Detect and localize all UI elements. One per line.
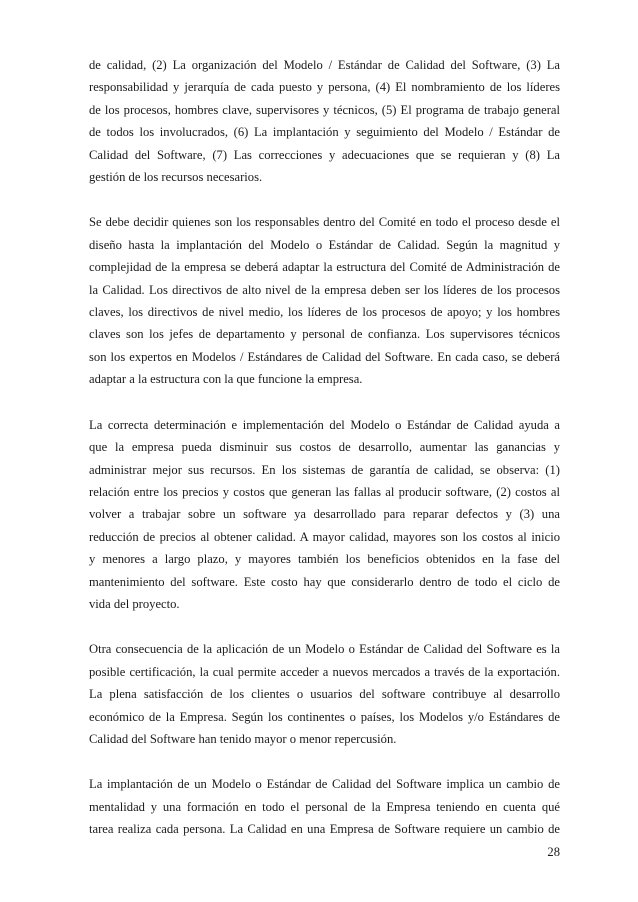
text-line: posible certificación, la cual permite acceder a nuevos mercados a través de la exportación.	[89, 664, 560, 679]
text-line: la Calidad. Los directivos de alto nivel de la empresa deben ser los líderes de los procesos	[89, 282, 560, 297]
text-line: claves, los directivos de nivel medio, los líderes de los procesos de apoyo; y los hombres	[89, 305, 560, 320]
text-line: La plena satisfacción de los clientes o usuarios del software contribuye al desarrollo	[89, 687, 560, 702]
text-line: responsabilidad y jerarquía de cada puesto y persona, (4) El nombramiento de los líderes	[89, 80, 560, 95]
text-line: Otra consecuencia de la aplicación de un Modelo o Estándar de Calidad del Software es la	[89, 642, 560, 657]
paragraph-2	[89, 211, 560, 390]
text-line: tarea realiza cada persona. La Calidad en una Empresa de Software requiere un cambio de	[89, 822, 560, 837]
text-line: La correcta determinación e implementación del Modelo o Estándar de Calidad ayuda a	[89, 417, 560, 432]
text-line: claves son los jefes de departamento y personal de confianza. Los supervisores técnicos	[89, 327, 560, 342]
text-line: gestión de los recursos necesarios.	[89, 170, 263, 185]
paragraph-4	[89, 638, 560, 750]
text-line: diseño hasta la implantación del Modelo o Estándar de Calidad. Según la magnitud y	[89, 237, 560, 252]
text-line: administrar mejor sus recursos. En los sistemas de garantía de calidad, se observa: (1)	[89, 462, 560, 477]
text-line: vida del proyecto.	[89, 596, 180, 611]
text-line: Se debe decidir quienes son los responsables dentro del Comité en todo el proceso desde el	[89, 215, 560, 230]
text-line: económico de la Empresa. Según los continentes o países, los Modelos y/o Estándares de	[89, 709, 560, 724]
paragraph-3	[89, 414, 560, 616]
text-line: que la empresa pueda disminuir sus costos de desarrollo, aumentar las ganancias y	[89, 440, 560, 455]
text-line: de los procesos, hombres clave, supervisores y técnicos, (5) El programa de trabajo general	[89, 102, 560, 117]
text-line: volver a trabajar sobre un software ya desarrollado para reparar defectos y (3) una	[89, 507, 560, 522]
paragraph-5	[89, 773, 560, 840]
text-line: Calidad del Software han tenido mayor o menor repercusión.	[89, 731, 397, 746]
page-number: 28	[547, 845, 560, 859]
text-line: de todos los involucrados, (6) La implantación y seguimiento del Modelo / Estándar de	[89, 125, 560, 140]
text-line: de calidad, (2) La organización del Modelo / Estándar de Calidad del Software, (3) La	[89, 58, 560, 72]
text-line: adaptar a la estructura con la que funcione la empresa.	[89, 372, 363, 387]
text-line: Calidad del Software, (7) Las correcciones y adecuaciones que se requieran y (8) La	[89, 147, 560, 162]
text-line: son los expertos en Modelos / Estándares de Calidad del Software. En cada caso, se deberá	[89, 349, 560, 364]
text-line: mentalidad y una formación en todo el personal de la Empresa teniendo en cuenta qué	[89, 799, 560, 814]
text-line: La implantación de un Modelo o Estándar de Calidad del Software implica un cambio de	[89, 777, 560, 792]
text-line: relación entre los precios y costos que generan las fallas al producir software, (2) costos al	[89, 484, 560, 499]
paragraph-1	[89, 54, 560, 188]
text-line: mantenimiento del software. Este costo hay que considerarlo dentro de todo el ciclo de	[89, 574, 560, 589]
text-line: complejidad de la empresa se deberá adaptar la estructura del Comité de Administración de	[89, 260, 560, 275]
text-line: reducción de precios al obtener calidad. A mayor calidad, mayores son los costos al inicio	[89, 529, 560, 544]
text-line: y menores a largo plazo, y mayores también los beneficios obtenidos en la fase del	[89, 552, 560, 567]
document-page	[89, 54, 560, 864]
